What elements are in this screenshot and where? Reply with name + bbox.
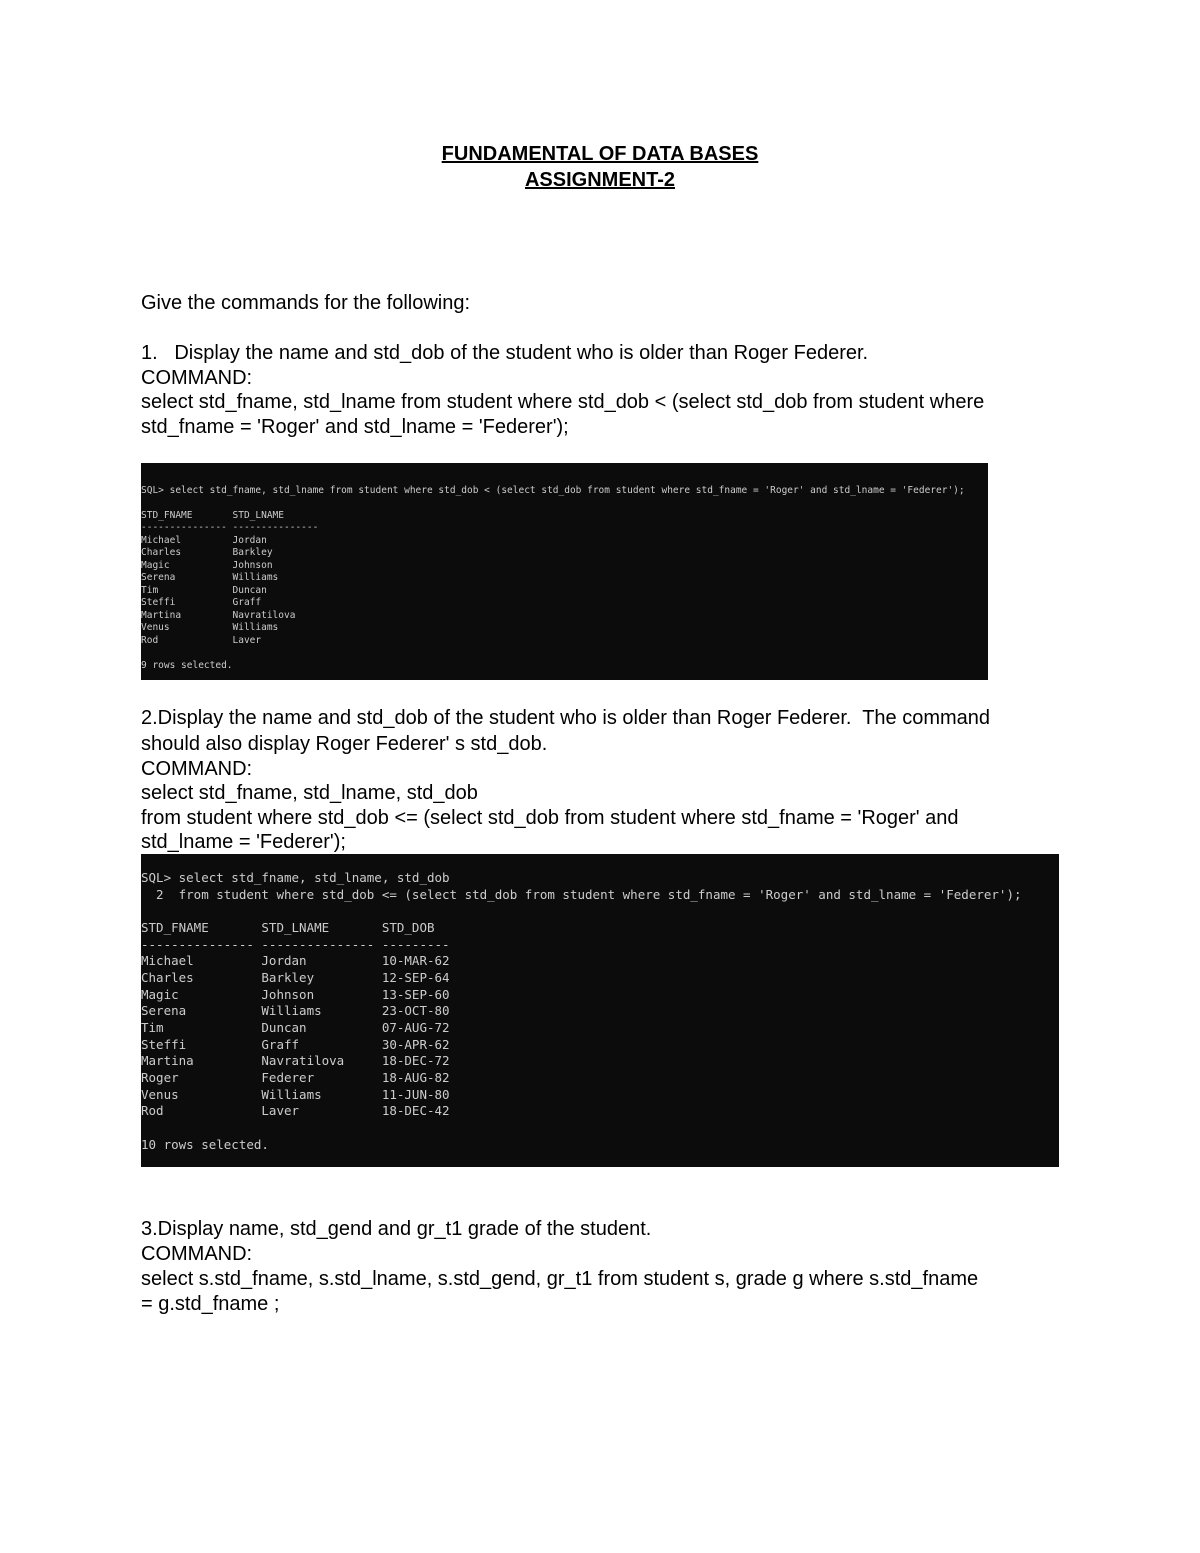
q2-command-line: select std_fname, std_lname, std_dob <box>141 782 478 804</box>
terminal-line: Serena Williams <box>141 572 279 583</box>
terminal-line: STD_FNAME STD_LNAME STD_DOB <box>141 920 435 935</box>
terminal-screenshot-2 <box>141 854 1059 1167</box>
terminal-line: Venus Williams <box>141 622 279 633</box>
q1-command-line: select std_fname, std_lname from student where std_dob < (select std_dob from student where <box>141 391 985 413</box>
terminal-line: Rod Laver <box>141 635 262 646</box>
terminal-line: Martina Navratilova 18-DEC-72 <box>141 1053 450 1068</box>
terminal-line: 10 rows selected. <box>141 1137 269 1152</box>
terminal-line: Steffi Graff 30-APR-62 <box>141 1037 450 1052</box>
terminal-line: Magic Johnson 13-SEP-60 <box>141 987 450 1002</box>
q1-command-label: COMMAND: <box>141 367 253 389</box>
terminal-line: Tim Duncan <box>141 585 267 596</box>
q2-question-line: should also display Roger Federer' s std_dob. <box>141 733 548 755</box>
q2-command-line: std_lname = 'Federer'); <box>141 831 346 853</box>
document-title: FUNDAMENTAL OF DATA BASES <box>441 143 759 165</box>
q2-question-line: 2.Display the name and std_dob of the student who is older than Roger Federer. The command <box>141 707 991 729</box>
terminal-line: 9 rows selected. <box>141 660 233 671</box>
terminal-line: Venus Williams 11-JUN-80 <box>141 1087 450 1102</box>
terminal-line: --------------- --------------- <box>141 522 319 533</box>
terminal-line: --------------- --------------- --------- <box>141 937 450 952</box>
terminal-line: Serena Williams 23-OCT-80 <box>141 1003 450 1018</box>
intro-text: Give the commands for the following: <box>141 292 471 314</box>
terminal-line: Michael Jordan 10-MAR-62 <box>141 953 450 968</box>
q2-command-line: from student where std_dob <= (select std_dob from student where std_fname = 'Roger' and <box>141 807 959 829</box>
terminal-line: STD_FNAME STD_LNAME <box>141 510 284 521</box>
terminal-line: SQL> select std_fname, std_lname from student where std_dob < (select std_dob from student where std_fname = 'Roger' and std_lname = 'Federer'); <box>141 485 965 496</box>
terminal-line: Rod Laver 18-DEC-42 <box>141 1103 450 1118</box>
q3-command-label: COMMAND: <box>141 1243 253 1265</box>
document-subtitle: ASSIGNMENT-2 <box>524 169 676 191</box>
terminal-line: Charles Barkley 12-SEP-64 <box>141 970 450 985</box>
q1-question: 1. Display the name and std_dob of the student who is older than Roger Federer. <box>141 342 869 364</box>
terminal-screenshot-1 <box>141 463 988 680</box>
terminal-line: Magic Johnson <box>141 560 273 571</box>
terminal-line: Charles Barkley <box>141 547 273 558</box>
terminal-line: Tim Duncan 07-AUG-72 <box>141 1020 450 1035</box>
terminal-line: 2 from student where std_dob <= (select std_dob from student where std_fname = 'Roger' and std_lname = 'Federer'); <box>141 887 1022 902</box>
q3-command-line: select s.std_fname, s.std_lname, s.std_gend, gr_t1 from student s, grade g where s.std_fname <box>141 1268 979 1290</box>
q3-question: 3.Display name, std_gend and gr_t1 grade of the student. <box>141 1218 652 1240</box>
terminal-line: Roger Federer 18-AUG-82 <box>141 1070 450 1085</box>
terminal-line: SQL> select std_fname, std_lname, std_dob <box>141 870 450 885</box>
terminal-line: Steffi Graff <box>141 597 262 608</box>
terminal-line: Michael Jordan <box>141 535 267 546</box>
q3-command-line: = g.std_fname ; <box>141 1293 280 1315</box>
q1-command-line: std_fname = 'Roger' and std_lname = 'Federer'); <box>141 416 569 438</box>
q2-command-label: COMMAND: <box>141 758 253 780</box>
terminal-line: Martina Navratilova <box>141 610 296 621</box>
